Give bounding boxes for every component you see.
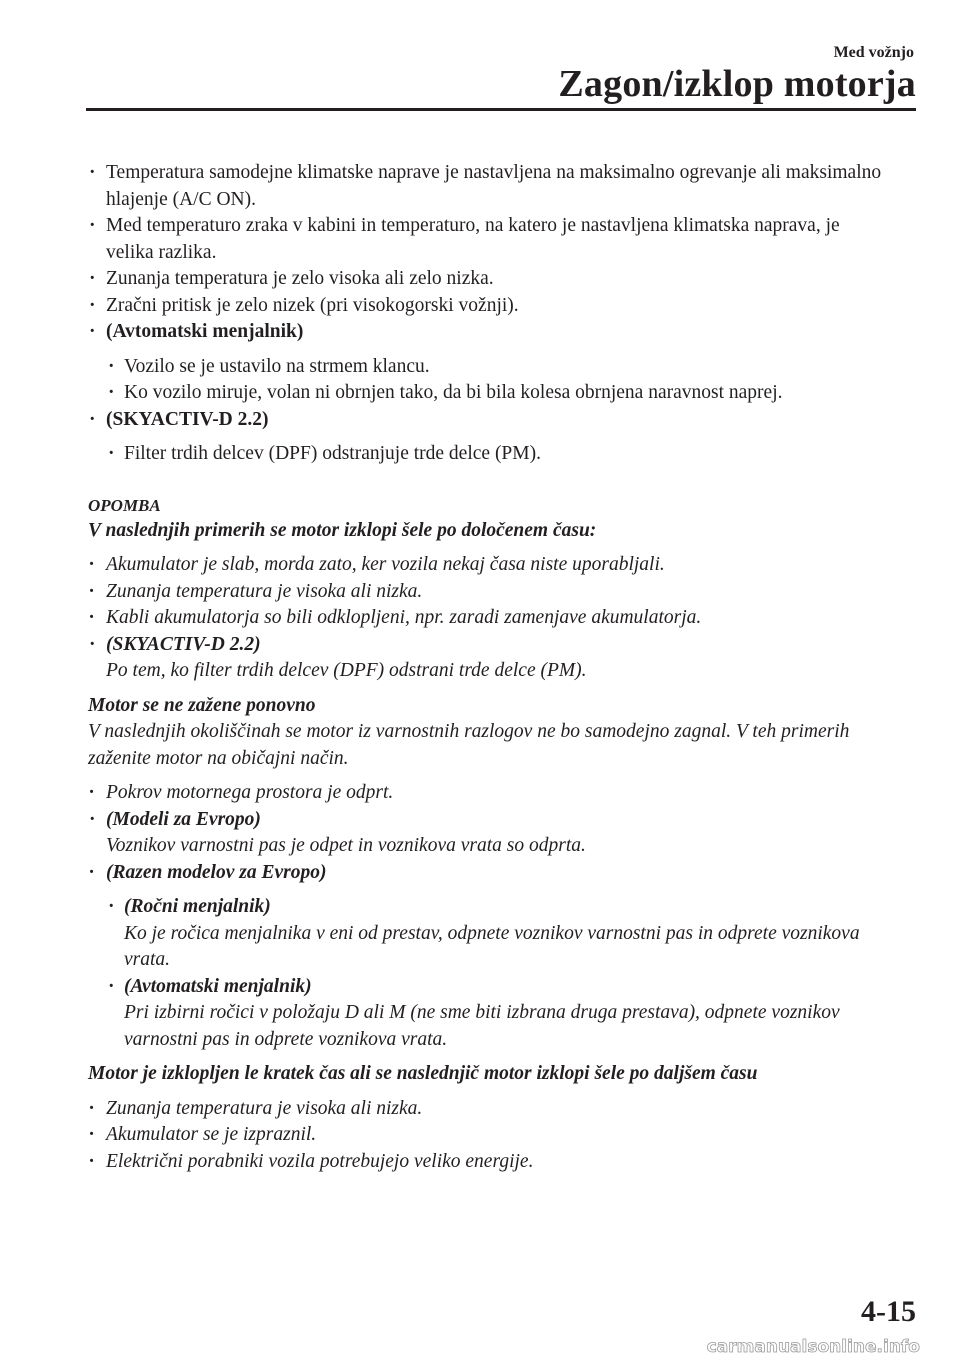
- watermark[interactable]: carmanualsonline.info: [706, 1337, 920, 1357]
- auto-heading: · (Avtomatski menjalnik): [124, 975, 312, 997]
- list-item: · Kabli akumulatorja so bili odklopljeni, npr. zaradi zamenjave akumulatorja.: [88, 605, 888, 632]
- list-item: · Zunanja temperatura je visoka ali nizka.: [88, 579, 888, 606]
- spacer: [88, 1053, 888, 1061]
- list-item: · Električni porabniki vozila potrebujejo veliko energije.: [88, 1149, 888, 1176]
- header-section: Med vožnjo: [833, 44, 914, 61]
- note-sky-item: [88, 632, 888, 685]
- spacer: [88, 685, 888, 693]
- page-title: Zagon/izklop motorja: [558, 63, 916, 105]
- list-item: · Zunanja temperatura je visoka ali nizka.: [88, 1096, 888, 1123]
- restart-text: V naslednjih okoliščinah se motor iz varnostnih razlogov ne bo samodejno zagnal. V teh primerih zaženite motor na običajni način.: [88, 721, 850, 769]
- list-item: · Med temperaturo zraka v kabini in temperaturo, na katero je nastavljena klimatska naprava, je velika razlika.: [88, 213, 888, 266]
- list-item: · Zračni pritisk je zelo nizek (pri visokogorski vožnji).: [88, 293, 888, 320]
- note-intro: V naslednjih primerih se motor izklopi šele po določenem času:: [88, 519, 597, 541]
- note-sky-heading: · (SKYACTIV-D 2.2): [106, 633, 261, 655]
- manual-text: Ko je ročica menjalnika v eni od prestav, odpnete voznikov varnostni pas in odprete voznikova vrata.: [124, 922, 860, 970]
- list-item: · Ko vozilo miruje, volan ni obrnjen tako, da bi bila kolesa obrnjena naravnost naprej.: [88, 380, 888, 407]
- list-item: · Akumulator je slab, morda zato, ker vozila nekaj časa niste uporabljali.: [88, 552, 888, 579]
- europe-item: [88, 807, 888, 860]
- europe-text: Voznikov varnostni pas je odpet in voznikova vrata so odprta.: [106, 835, 586, 856]
- note-sky-text: Po tem, ko filter trdih delcev (DPF) odstrani trde delce (PM).: [106, 660, 587, 681]
- list-item: · Vozilo se je ustavilo na strmem klancu.: [88, 354, 888, 381]
- spacer: [88, 886, 888, 894]
- auto-item: [88, 974, 888, 1054]
- short-title: Motor je izklopljen le kratek čas ali se naslednjič motor izklopi šele po daljšem času: [88, 1063, 758, 1084]
- restart-title: Motor se ne zažene ponovno: [88, 694, 316, 716]
- list-item: · Temperatura samodejne klimatske naprave je nastavljena na maksimalno ogrevanje ali maksimalno hlajenje (A/C ON).: [88, 160, 888, 213]
- spacer: [88, 1088, 888, 1096]
- spacer: [88, 433, 888, 441]
- at-heading: · (Avtomatski menjalnik): [88, 319, 888, 346]
- spacer: [88, 544, 888, 552]
- non-europe-heading: · (Razen modelov za Evropo): [88, 860, 888, 887]
- manual-heading: · (Ročni menjalnik): [124, 896, 271, 917]
- header-rule: [86, 108, 916, 111]
- list-item: · Pokrov motornega prostora je odprt.: [88, 780, 888, 807]
- page-number: 4-15: [861, 1295, 916, 1328]
- list-item: · Filter trdih delcev (DPF) odstranjuje trde delce (PM).: [88, 441, 888, 468]
- auto-text: Pri izbirni ročici v položaju D ali M (ne sme biti izbrana druga prestava), odpnete voznikov varnostni pas in odprete voznikova vrata.: [124, 1002, 840, 1050]
- europe-heading: · (Modeli za Evropo): [106, 808, 261, 830]
- main-content: [88, 160, 888, 1175]
- manual-item: [88, 894, 888, 974]
- spacer: [88, 346, 888, 354]
- spacer: [88, 772, 888, 780]
- list-item: · Akumulator se je izpraznil.: [88, 1122, 888, 1149]
- note-label: OPOMBA: [88, 495, 161, 515]
- sky-heading: · (SKYACTIV-D 2.2): [88, 407, 888, 434]
- list-item: · Zunanja temperatura je zelo visoka ali zelo nizka.: [88, 266, 888, 293]
